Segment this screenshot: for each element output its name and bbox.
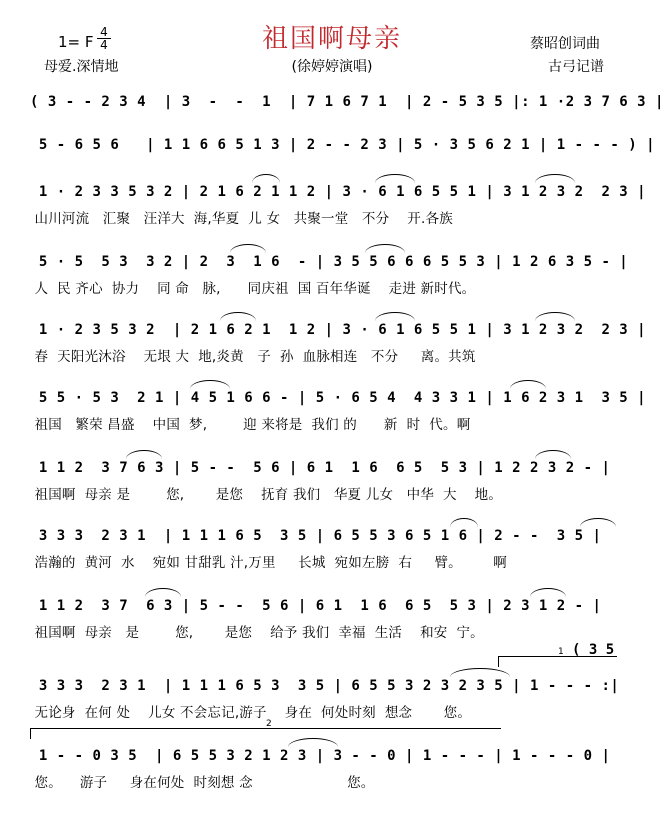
time-signature bbox=[97, 26, 111, 51]
slur bbox=[510, 380, 546, 389]
score-row-8 bbox=[30, 522, 630, 570]
lyric-line: 您。 游子 身在何处 时刻想 念 您。 bbox=[30, 775, 375, 791]
notator-credit: 古弓记谱 bbox=[548, 59, 604, 75]
slur bbox=[220, 312, 256, 321]
time-signature-bottom: 4 bbox=[97, 38, 111, 51]
notation-line: 1 · 2 3 5 3 2 | 2 1 6 2 1 1 2 | 3 · 6 1 6 5 5 1 | 3 1 2 3 2 2 3 | bbox=[30, 322, 647, 338]
slur bbox=[535, 174, 575, 183]
slur bbox=[530, 588, 566, 597]
score-row-7 bbox=[30, 454, 630, 502]
lyric-line: 祖国 繁荣 昌盛 中国 梦, 迎 来将是 我们 的 新 时 代。啊 bbox=[30, 417, 471, 433]
notation-line: 1 · 2 3 3 5 3 2 | 2 1 6 2 1 1 2 | 3 · 6 1 6 5 5 1 | 3 1 2 3 2 2 3 | bbox=[30, 184, 647, 200]
lyric-line: 浩瀚的 黄河 水 宛如 甘甜乳 汁,万里 长城 宛如左膀 右 臂。 啊 bbox=[30, 555, 508, 571]
first-ending-number: 1 bbox=[558, 647, 564, 657]
slur bbox=[190, 380, 230, 389]
lyric-line: 祖国啊 母亲 是 您, 是您 抚育 我们 华夏 儿女 中华 大 地。 bbox=[30, 487, 503, 503]
lyric-line: 祖国啊 母亲 是 您, 是您 给予 我们 幸福 生活 和安 宁。 bbox=[30, 625, 484, 641]
tie bbox=[288, 738, 338, 747]
expression-mark: 母爱.深情地 bbox=[44, 59, 119, 75]
score-row-10 bbox=[30, 672, 630, 720]
slur bbox=[535, 312, 575, 321]
notation-line: ( 3 - - 2 3 4 | 3 - - 1 | 7 1 6 7 1 | 2 - 5 3 5 |: 1 ·2 3 7 6 3 | bbox=[30, 94, 664, 110]
score-row-2 bbox=[30, 131, 656, 157]
slur bbox=[365, 244, 405, 253]
notation-line: 5 · 5 5 3 3 2 | 2 3 1 6 - | 3 5 5 6 6 6 5 5 3 | 1 2 6 3 5 - | bbox=[30, 254, 629, 270]
lyric-line: 无论身 在何 处 儿女 不会忘记,游子 身在 何处时刻 想念 您。 bbox=[30, 705, 472, 721]
slur bbox=[126, 450, 162, 459]
slur bbox=[230, 244, 266, 253]
lyric-line: 春 天阳光沐浴 无垠 大 地,炎黄 子 孙 血脉相连 不分 离。共筑 bbox=[30, 349, 476, 365]
score-row-4 bbox=[30, 248, 630, 296]
second-ending-bracket bbox=[30, 719, 501, 739]
notation-line: 1 - - 0 3 5 | 6 5 5 3 2 1 2 3 | 3 - - 0 | 1 - - - | 1 - - - 0 | bbox=[30, 748, 611, 764]
score-row-1 bbox=[30, 88, 664, 114]
slur bbox=[375, 174, 415, 183]
slur bbox=[535, 450, 571, 459]
score-row-6 bbox=[30, 384, 647, 433]
notation-line: 3 3 3 2 3 1 | 1 1 1 6 5 3 3 5 | 6 5 5 3 2 3 2 3 5 | 1 - - - :| bbox=[30, 678, 620, 694]
slur bbox=[450, 668, 510, 677]
notation-line: 1 1 2 3 7 6 3 | 5 - - 5 6 | 6 1 1 6 6 5 5 3 | 2 3 1 2 - | bbox=[30, 598, 602, 614]
slur bbox=[375, 312, 415, 321]
score-row-5 bbox=[30, 316, 647, 365]
composer-credit: 蔡昭创词曲 bbox=[530, 36, 600, 52]
slur bbox=[252, 174, 280, 183]
slur bbox=[450, 518, 478, 527]
slur bbox=[145, 588, 181, 597]
slur bbox=[580, 518, 616, 527]
lyric-line: 人 民 齐心 协力 同 命 脉, 同庆祖 国 百年华诞 走进 新时代。 bbox=[30, 281, 476, 297]
notation-line: 5 - 6 5 6 | 1 1 6 6 5 1 3 | 2 - - 2 3 | 5 · 3 5 6 2 1 | 1 - - - ) | bbox=[30, 137, 656, 153]
notation-line: 5 5 · 5 3 2 1 | 4 5 1 6 6 - | 5 · 6 5 4 4 3 3 1 | 1 6 2 3 1 3 5 | bbox=[30, 390, 647, 406]
key-signature: 1= F bbox=[58, 33, 94, 51]
pickup-notes: ( 3 5 bbox=[572, 642, 615, 658]
notation-line: 1 1 2 3 7 6 3 | 5 - - 5 6 | 6 1 1 6 6 5 5 3 | 1 2 2 3 2 - | bbox=[30, 460, 611, 476]
score-row-9 bbox=[30, 592, 630, 640]
notation-line: 3 3 3 2 3 1 | 1 1 1 6 5 3 5 | 6 5 5 3 6 5 1 6 | 2 - - 3 5 | bbox=[30, 528, 602, 544]
score-row-3 bbox=[30, 178, 647, 227]
score-row-11 bbox=[30, 742, 630, 790]
time-signature-top: 4 bbox=[100, 25, 108, 39]
second-ending-number: 2 bbox=[266, 719, 272, 729]
lyric-line: 山川河流 汇聚 汪洋大 海,华夏 儿 女 共聚一堂 不分 开.各族 bbox=[30, 211, 453, 227]
song-title: 祖国啊母亲 bbox=[261, 24, 402, 54]
singer-credit: (徐婷婷演唱) bbox=[291, 59, 373, 75]
